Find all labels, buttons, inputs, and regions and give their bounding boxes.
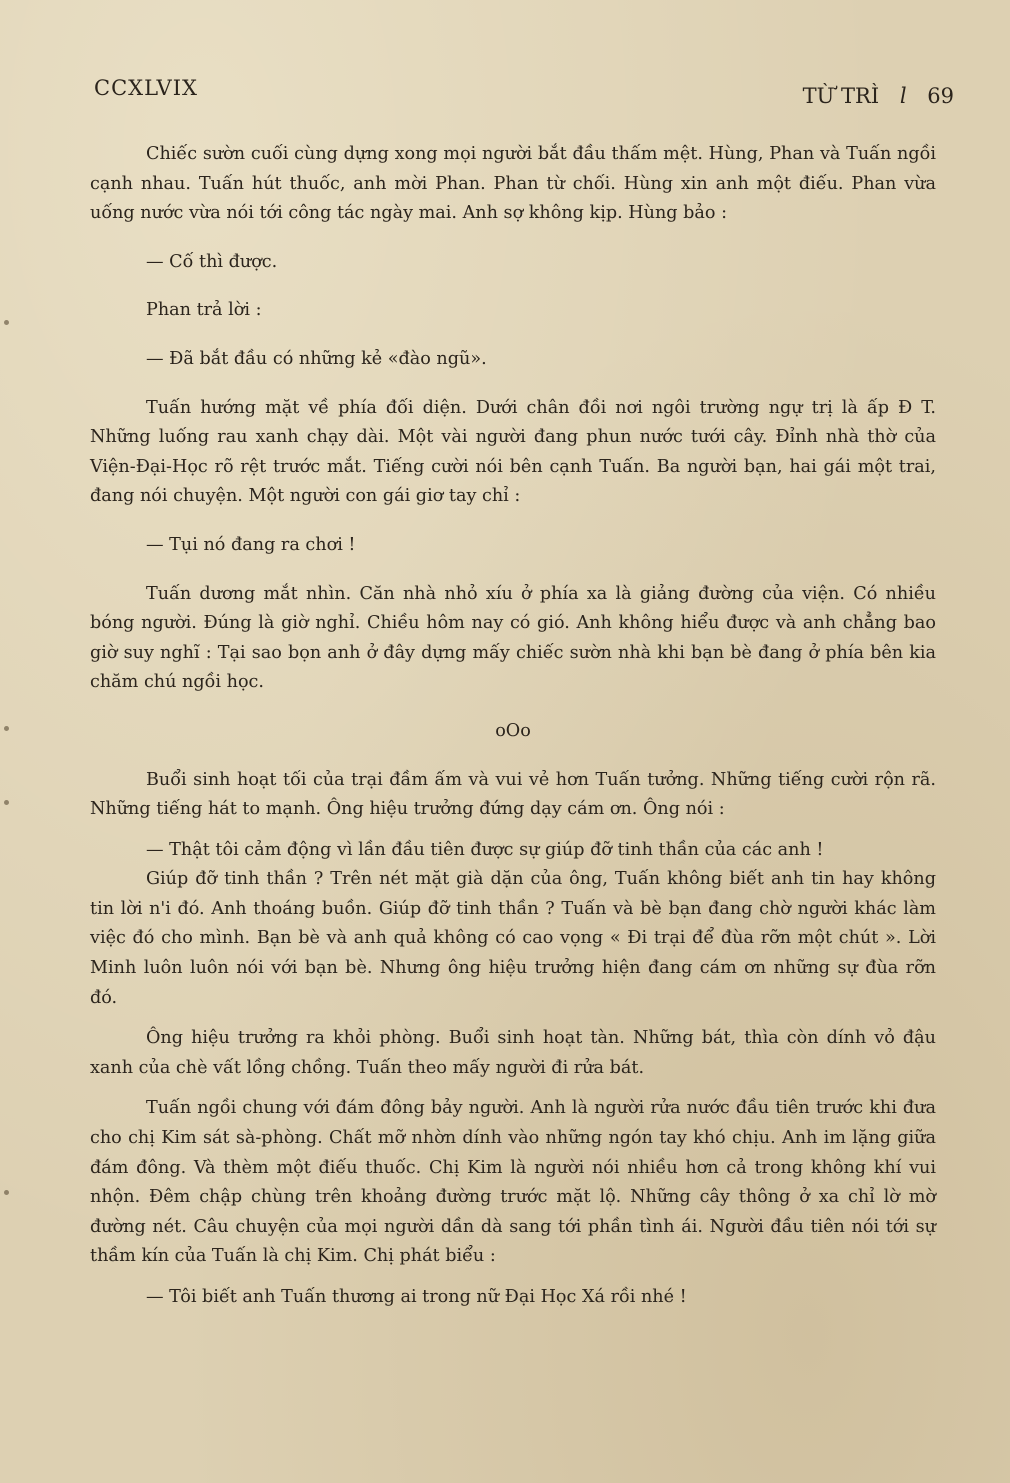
margin-speck — [4, 1190, 9, 1195]
header-mark: l — [899, 84, 907, 108]
paragraph: Tuấn ngồi chung với đám đông bảy người. Anh là người rửa nước đầu tiên trước khi đưa cho chị Kim sát sà-phòng. Chất mỡ nhờn dính vào những ngón tay khó chịu. Anh im lặng giữa đám đông. Và thèm một điếu thuốc. Chị Kim là người nói nhiều hơn cả trong không khí vui nhộn. Đêm chập chùng trên khoảng đường trước mặt lộ. Những cây thông ở xa chỉ lờ mờ đường nét. Câu chuyện của mọi người dần dà sang tới phần tình ái. Người đầu tiên nói tới sự thầm kín của Tuấn là chị Kim. Chị phát biểu : — [90, 1098, 936, 1267]
header-right — [789, 84, 954, 108]
page-body — [90, 140, 936, 1313]
dialogue-line: — Đã bắt đầu có những kẻ «đào ngũ». — [146, 348, 487, 369]
paragraph: Giúp đỡ tinh thần ? Trên nét mặt già dặn của ông, Tuấn không biết anh tin hay không tin lời n'i đó. Anh thoáng buồn. Giúp đỡ tinh thần ? Tuấn và bè bạn đang chờ người khác làm việc đó cho mình. Bạn bè và anh quả không có cao vọng « Đi trại để đùa rỡn một chút ». Lời Minh luôn luôn nói với bạn bè. Nhưng ông hiệu trưởng hiện đang cám ơn những sự đùa rỡn đó. — [90, 869, 936, 1008]
dialogue-line: — Cố thì được. — [146, 251, 278, 272]
margin-speck — [4, 320, 9, 325]
margin-speck — [4, 726, 9, 731]
paragraph: Phan trả lời : — [146, 300, 262, 321]
running-title: TỪ TRÌ — [802, 84, 880, 108]
paragraph: Tuấn hướng mặt về phía đối diện. Dưới chân đồi nơi ngôi trường ngự trị là ấp Đ T. Những luống rau xanh chạy dài. Một vài người đang phun nước tưới cây. Đỉnh nhà thờ của Viện-Đại-Học rõ rệt trước mắt. Tiếng cười nói bên cạnh Tuấn. Ba người bạn, hai gái một trai, đang nói chuyện. Một người con gái giơ tay chỉ : — [90, 397, 936, 507]
chapter-number: CCXLVIX — [94, 76, 198, 100]
paragraph: Chiếc sườn cuối cùng dựng xong mọi người bắt đầu thấm mệt. Hùng, Phan và Tuấn ngồi cạnh nhau. Tuấn hút thuốc, anh mời Phan. Phan từ chối. Hùng xin anh một điếu. Phan vừa uống nước vừa nói tới công tác ngày mai. Anh sợ không kịp. Hùng bảo : — [90, 144, 936, 224]
paragraph: Tuấn dương mắt nhìn. Căn nhà nhỏ xíu ở phía xa là giảng đường của viện. Có nhiều bóng người. Đúng là giờ nghỉ. Chiều hôm nay có gió. Anh không hiểu được và anh chẳng bao giờ suy nghĩ : Tại sao bọn anh ở đây dựng mấy chiếc sườn nhà khi bạn bè đang ở phía bên kia chăm chú ngồi học. — [90, 583, 936, 693]
dialogue-line: — Thật tôi cảm động vì lần đầu tiên được sự giúp đỡ tinh thần của các anh ! — [146, 839, 824, 860]
margin-speck — [4, 800, 9, 805]
section-break: oOo — [495, 720, 531, 741]
running-header — [94, 76, 954, 110]
dialogue-line: — Tôi biết anh Tuấn thương ai trong nữ Đại Học Xá rồi nhé ! — [146, 1287, 687, 1307]
page-number: 69 — [927, 84, 954, 108]
dialogue-line: — Tụi nó đang ra chơi ! — [146, 534, 356, 555]
paragraph: Ông hiệu trưởng ra khỏi phòng. Buổi sinh hoạt tàn. Những bát, thìa còn dính vỏ đậu xanh của chè vất lồng chồng. Tuấn theo mấy người đi rửa bát. — [90, 1028, 936, 1078]
paragraph: Buổi sinh hoạt tối của trại đầm ấm và vui vẻ hơn Tuấn tưởng. Những tiếng cười rộn rã. Những tiếng hát to mạnh. Ông hiệu trưởng đứng dạy cám ơn. Ông nói : — [90, 769, 936, 820]
